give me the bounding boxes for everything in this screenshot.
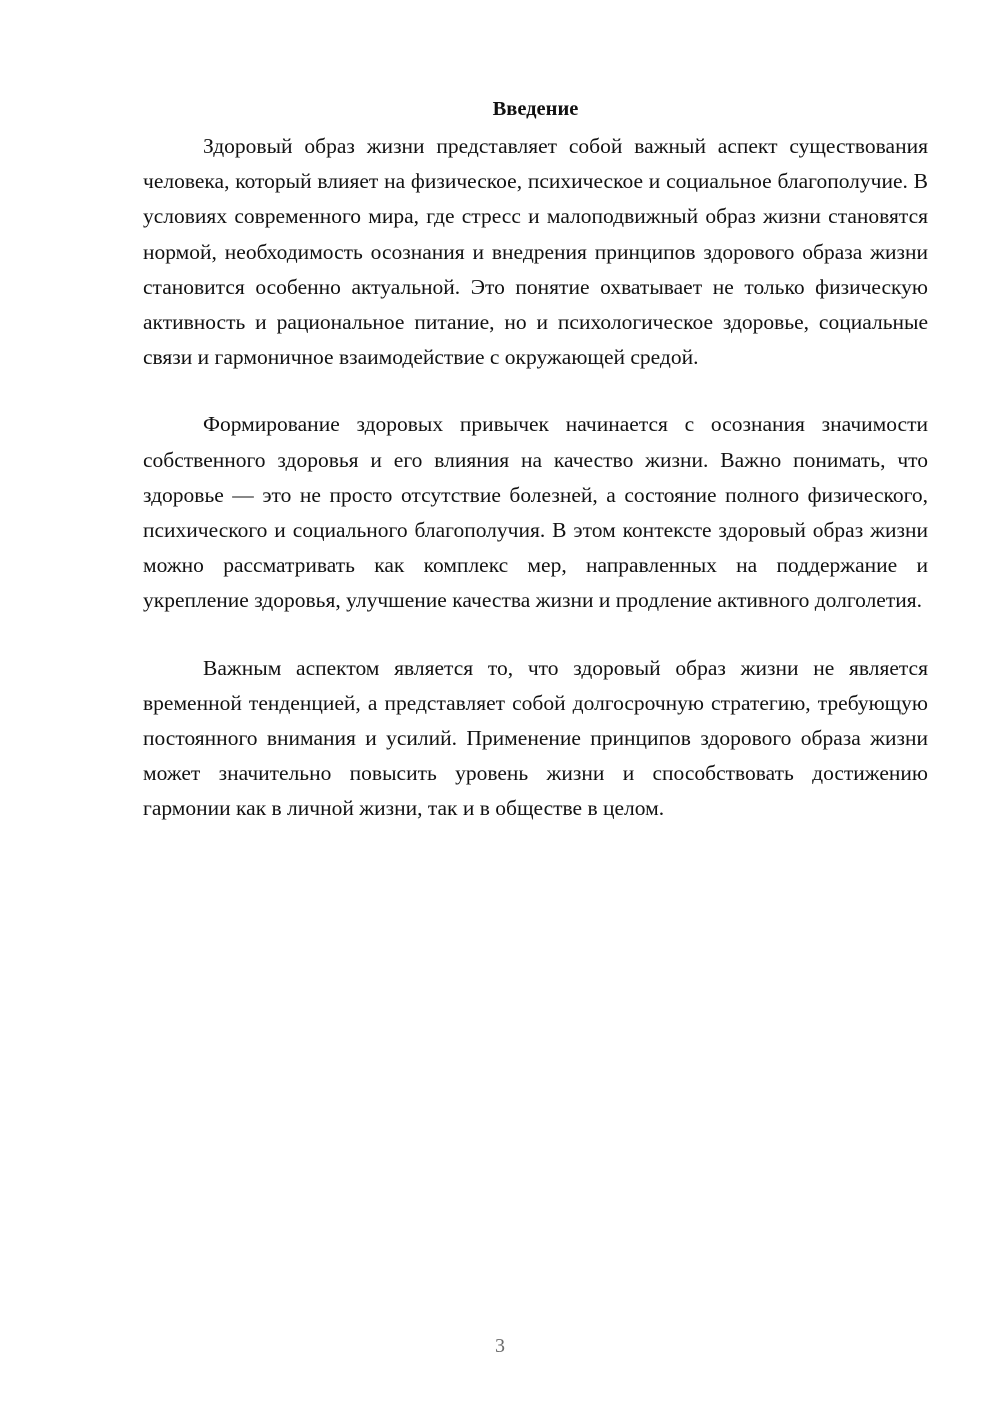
paragraph-3: Важным аспектом является то, что здоровый образ жизни не является временной тенденцией, а представляет собой долгосрочную стратегию, требующую постоянного внимания и усилий. Применение принципов здорового образа жизни может значительно повысить уровень жизни и способствовать достижению гармонии как в личной жизни, так и в обществе в целом. <box>143 655 928 821</box>
paragraph-2: Формирование здоровых привычек начинается с осознания значимости собственного здоровья и его влияния на качество жизни. Важно понимать, что здоровье — это не просто отсутствие болезней, а состояние полного физического, психического и социального благополучия. В этом контексте здоровый образ жизни можно рассматривать как комплекс мер, направленных на поддержание и укрепление здоровья, улучшение качества жизни и продление активного долголетия. <box>143 412 928 613</box>
page-number: 3 <box>495 1335 505 1357</box>
document-body <box>143 92 928 859</box>
section-title: Введение <box>492 98 579 120</box>
paragraph-1: Здоровый образ жизни представляет собой важный аспект существования человека, который влияет на физическое, психическое и социальное благополучие. В условиях современного мира, где стресс и малоподвижный образ жизни становятся нормой, необходимость осознания и внедрения принципов здорового образа жизни становится особенно актуальной. Это понятие охватывает не только физическую активность и рациональное питание, но и психологическое здоровье, социальные связи и гармоничное взаимодействие с окружающей средой. <box>143 134 928 370</box>
